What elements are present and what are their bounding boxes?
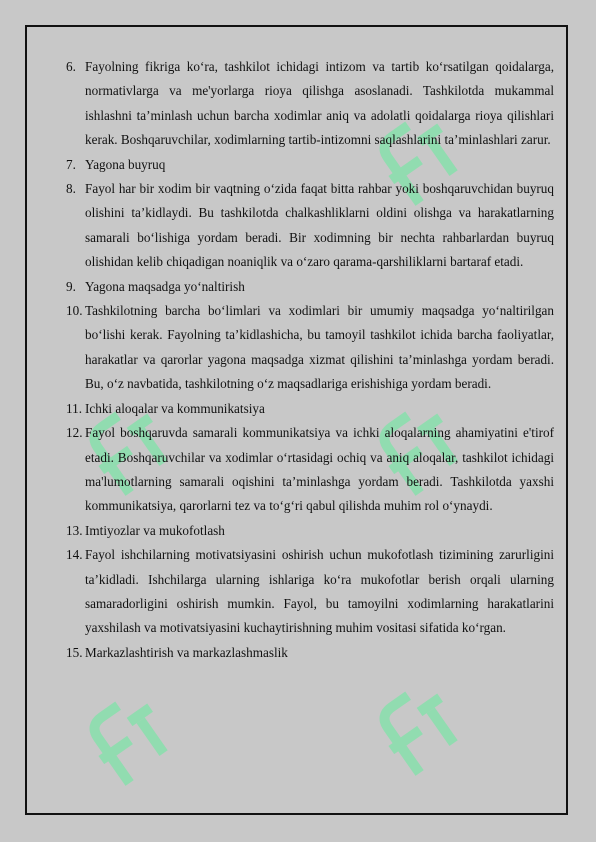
list-item <box>66 397 554 421</box>
list-item <box>66 153 554 177</box>
item-text: Yagona buyruq <box>85 156 166 172</box>
item-text: Markazlashtirish va markazlashmaslik <box>85 644 288 660</box>
numbered-list <box>66 55 554 665</box>
item-number: 12. <box>66 425 83 441</box>
item-number: 9. <box>66 278 76 294</box>
list-item <box>66 519 554 543</box>
list-item <box>66 275 554 299</box>
item-number: 14. <box>66 547 83 563</box>
item-number: 11. <box>66 400 82 416</box>
item-text: Ichki aloqalar va kommunikatsiya <box>85 400 265 416</box>
item-number: 10. <box>66 303 83 319</box>
item-number: 6. <box>66 59 76 74</box>
item-text: Fayol ishchilarning motivatsiyasini oshirish uchun mukofotlash tizimining zarurligini ta’kidladi. Ishchilarga ularning ishlariga ko‘ra mukofotlar berish orqali ularning samaradorligini oshirish mumkin. Fayol, bu tamoyilni xodimlarning harakatlarini yaxshilash va motivatsiyasini kuchaytirishning muhim vositasi sifatida ko‘rgan. <box>85 547 554 636</box>
list-item <box>66 543 554 641</box>
list-item <box>66 299 554 397</box>
list-item <box>66 641 554 665</box>
item-text: Yagona maqsadga yo‘naltirish <box>85 278 245 294</box>
list-item <box>66 55 554 153</box>
item-text: Fayol boshqaruvda samarali kommunikatsiya va ichki aloqalarning ahamiyatini e'tirof etadi. Boshqaruvchilar va xodimlar o‘rtasidagi ochiq va aniq aloqalar, tashkilot ichidagi ma'lumotlarning samarali oqishini ta’minlashga yordam beradi. Tashkilotda yaxshi kommunikatsiya, qarorlarni tez va to‘g‘ri qabul qilishda muhim rol o‘ynaydi. <box>85 425 554 514</box>
list-item <box>66 177 554 275</box>
item-text: Fayolning fikriga ko‘ra, tashkilot ichidagi intizom va tartib ko‘rsatilgan qoidalarga, normativlarga va me'yorlarga rioya qilishga asoslanadi. Tashkilotda mukammal ishlashni ta’minlash uchun barcha xodimlar aniq va adolatli qoidalarga rioya qilishlari kerak. Boshqaruvchilar, xodimlarning tartib-intizomni saqlashlarini ta’minlashlari zarur. <box>85 59 554 148</box>
item-number: 15. <box>66 644 83 660</box>
item-number: 7. <box>66 156 76 172</box>
item-text: Imtiyozlar va mukofotlash <box>85 522 225 538</box>
item-text: Tashkilotning barcha bo‘limlari va xodimlari bir umumiy maqsadga yo‘naltirilgan bo‘lishi kerak. Fayolning ta’kidlashicha, bu tamoyil tashkilot ichida barcha faoliyatlar, harakatlar va qarorlar yagona maqsadga xizmat qilishini ta’minlashga yordam beradi. Bu, o‘z navbatida, tashkilotning o‘z maqsadlariga erishishiga yordam beradi. <box>85 303 554 392</box>
item-text: Fayol har bir xodim bir vaqtning o‘zida faqat bitta rahbar yoki boshqaruvchidan buyruq olishini ta’kidlaydi. Bu tashkilotda chalkashliklarni oldini olishga va harakatlarning samarali bo‘lishiga yordam beradi. Bir xodimning bir nechta rahbarlardan buyruq olishidan kelib chiqadigan noaniqlik va o‘zaro qarama-qarshiliklarni bartaraf etadi. <box>85 181 554 270</box>
item-number: 8. <box>66 181 76 197</box>
item-number: 13. <box>66 522 83 538</box>
list-item <box>66 421 554 519</box>
